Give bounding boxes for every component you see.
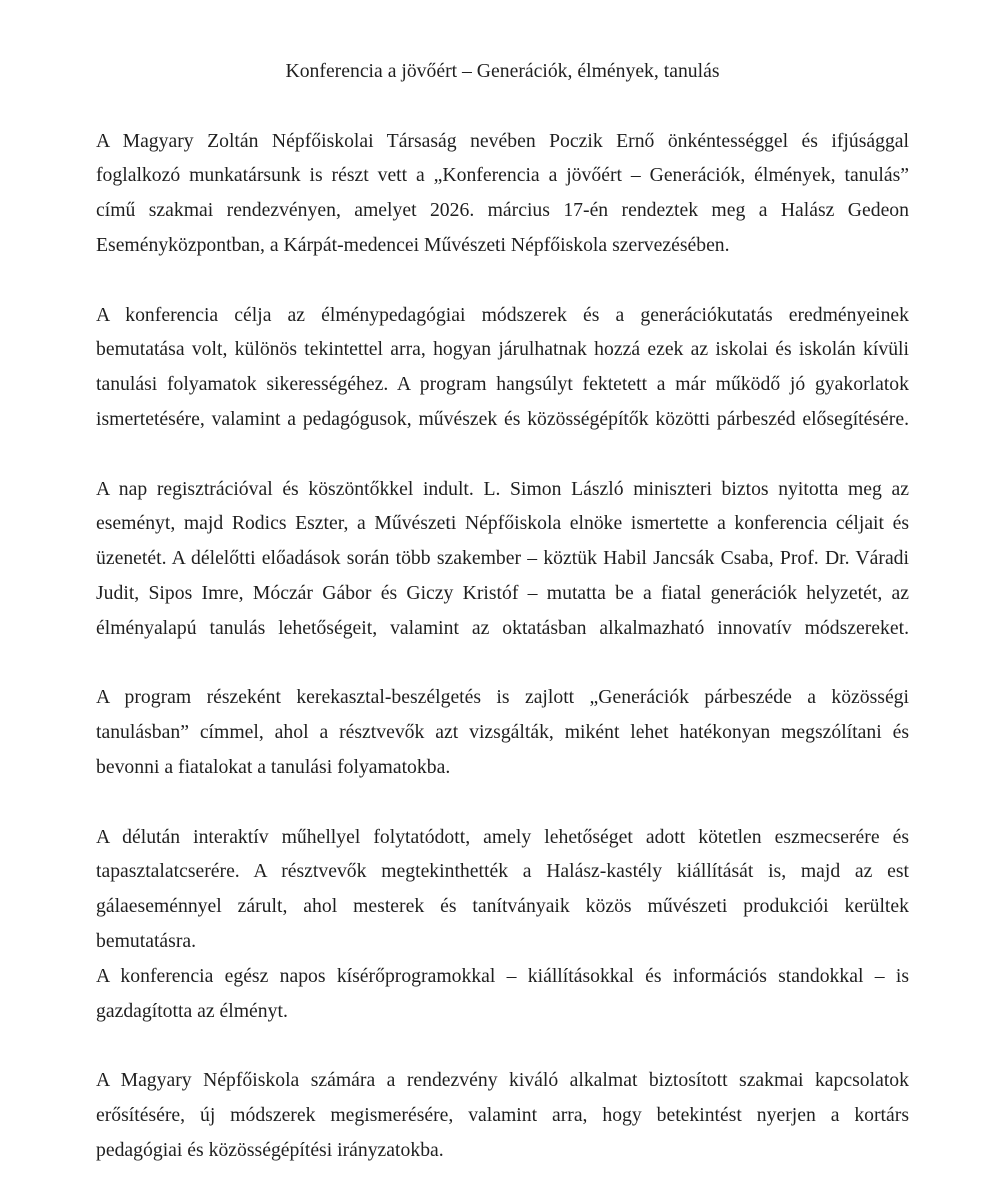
text-line: bemutatása volt, különös tekintettel arra, hogyan járulhatnak hozzá ezek az iskolai és iskolán kívüli [96, 338, 909, 361]
text-line: A program részeként kerekasztal-beszélgetés is zajlott „Generációk párbeszéde a közösségi [96, 686, 909, 709]
paragraph-1 [96, 124, 909, 263]
text-line: erősítésére, új módszerek megismerésére, valamint arra, hogy betekintést nyerjen a kortárs [96, 1103, 909, 1126]
text-line: A konferencia egész napos kísérőprogramokkal – kiállításokkal és információs standokkal – is [96, 964, 909, 987]
text-line: A nap regisztrációval és köszöntőkkel indult. L. Simon László miniszteri biztos nyitotta meg az [96, 477, 909, 500]
paragraph-2 [96, 298, 909, 437]
text-line: Judit, Sipos Imre, Móczár Gábor és Giczy Kristóf – mutatta be a fiatal generációk helyzetét, az [96, 581, 909, 604]
text-line: A Magyary Népfőiskola számára a rendezvény kiváló alkalmat biztosított szakmai kapcsolatok [96, 1069, 909, 1092]
text-line: bemutatásra. [96, 929, 197, 952]
text-line: foglalkozó munkatársunk is részt vett a „Konferencia a jövőért – Generációk, élmények, tanulás” [96, 164, 909, 187]
text-line: eseményt, majd Rodics Eszter, a Művészeti Népfőiskola elnöke ismertette a konferencia céljait és [96, 512, 909, 535]
text-line: tapasztalatcserére. A résztvevők megtekinthették a Halász-kastély kiállítását is, majd az est [96, 860, 909, 883]
text-line: gálaeseménnyel zárult, ahol mesterek és tanítványaik közös művészeti produkciói kerültek [96, 895, 909, 918]
paragraph-6 [96, 959, 909, 1029]
paragraph-4 [96, 680, 909, 784]
text-line: gazdagította az élményt. [96, 999, 288, 1022]
paragraph-5 [96, 820, 909, 959]
text-line: A konferencia célja az élménypedagógiai módszerek és a generációkutatás eredményeinek [96, 303, 909, 326]
text-line: című szakmai rendezvényen, amelyet 2026. március 17-én rendeztek meg a Halász Gedeon [96, 199, 909, 222]
text-line: A délután interaktív műhellyel folytatódott, amely lehetőséget adott kötetlen eszmecserére és [96, 825, 909, 848]
document-title: Konferencia a jövőért – Generációk, élmények, tanulás [285, 60, 720, 82]
document-content [0, 54, 999, 1168]
text-line: bevonni a fiatalokat a tanulási folyamatokba. [96, 755, 451, 778]
text-line: üzenetét. A délelőtti előadások során több szakember – köztük Habil Jancsák Csaba, Prof. Dr. Váradi [96, 547, 909, 570]
text-line: élményalapú tanulás lehetőségeit, valamint az oktatásban alkalmazható innovatív módszereket. [96, 616, 909, 639]
text-line: A Magyary Zoltán Népfőiskolai Társaság nevében Poczik Ernő önkéntességgel és ifjúsággal [96, 129, 909, 152]
text-line: pedagógiai és közösségépítési irányzatokba. [96, 1138, 444, 1161]
text-line: ismertetésére, valamint a pedagógusok, művészek és közösségépítők közötti párbeszéd elősegítésére. [96, 407, 909, 430]
paragraph-7 [96, 1063, 909, 1167]
paragraph-3 [96, 472, 909, 646]
text-line: Eseményközpontban, a Kárpát-medencei Művészeti Népfőiskola szervezésében. [96, 233, 730, 256]
text-line: tanulási folyamatok sikerességéhez. A program hangsúlyt fektetett a már működő jó gyakorlatok [96, 373, 909, 396]
text-line: tanulásban” címmel, ahol a résztvevők azt vizsgálták, miként lehet hatékonyan megszólítani és [96, 721, 909, 744]
